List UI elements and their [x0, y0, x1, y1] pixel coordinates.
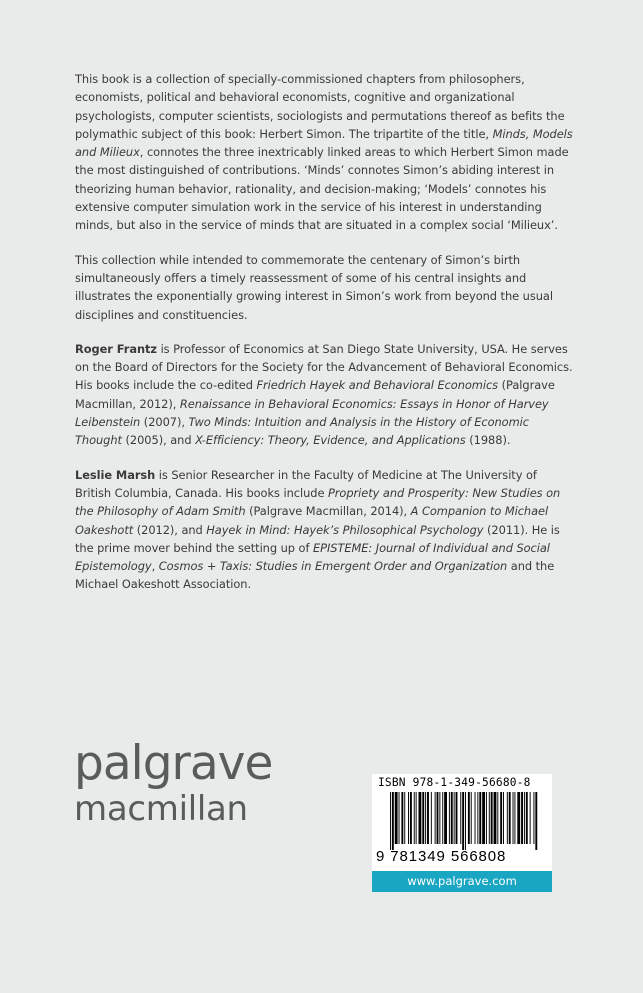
- barcode-bar: [399, 792, 400, 844]
- book-title: Renaissance in Behavioral Economics: Essays in Honor of Harvey Leibenstein: [75, 396, 549, 430]
- barcode-bar: [442, 792, 443, 844]
- barcode-bar: [425, 792, 426, 844]
- book-title: Hayek in Mind: Hayek’s Philosophical Psychology: [206, 522, 484, 537]
- blurb-paragraph-2: This collection while intended to commemorate the centenary of Simon’s birth simultaneously offers a timely reassessment of some of his central insights and illustrates the exponentially growing interest in Simon’s work from beyond the usual disciplines and constituencies.: [75, 252, 553, 322]
- barcode-bar: [491, 792, 493, 844]
- book-title: X-Efficiency: Theory, Evidence, and Applications: [195, 433, 466, 448]
- book-title: Two Minds: Intuition and Analysis in the History of Economic Thought: [75, 415, 529, 448]
- barcode-bar: [456, 792, 458, 844]
- barcode-bar: [414, 792, 415, 844]
- barcode-bars: [390, 792, 540, 850]
- journal-title: Cosmos + Taxis: Studies in Emergent Order and Organization: [158, 559, 508, 574]
- barcode-bar: [392, 792, 394, 850]
- barcode-bar: [419, 792, 422, 844]
- author-bio-marsh: [75, 466, 575, 594]
- logo-line-palgrave: palgrave: [74, 736, 273, 791]
- barcode-bar: [530, 792, 531, 844]
- bio-text: and the Michael Oakeshott Association.: [75, 559, 555, 592]
- blurb-text: This book is a collection of specially-commissioned chapters from philosophers, economists, political and behavioral economists, cognitive and organizational psychologists, computer scientists, sociologists and permutations thereof as befits the polymathic subject of this book: Herbert Simon. The tripartite of the title,: [75, 72, 565, 141]
- author-name: Leslie Marsh: [75, 467, 156, 482]
- publisher-logo: [74, 738, 272, 828]
- barcode-bar: [449, 792, 450, 844]
- barcode-digits: 9 781349 566808: [376, 848, 507, 865]
- author-bio-frantz: [75, 340, 575, 450]
- barcode-bar: [494, 792, 497, 844]
- barcode-bar: [410, 792, 412, 844]
- author-name: Roger Frantz: [75, 341, 157, 356]
- barcode-bar: [521, 792, 523, 844]
- barcode-bar: [460, 792, 461, 844]
- back-cover-copy: [75, 70, 575, 610]
- barcode-bar: [416, 792, 417, 844]
- barcode-bar: [404, 792, 405, 844]
- barcode-bar: [435, 792, 436, 844]
- barcode-bar: [489, 792, 490, 844]
- bio-text: (2007),: [140, 415, 189, 430]
- isbn-barcode: [372, 774, 552, 892]
- barcode-bar: [513, 792, 514, 844]
- barcode-bar: [468, 792, 470, 844]
- barcode-bar: [465, 792, 466, 850]
- barcode-bar: [535, 792, 537, 850]
- barcode-bar: [454, 792, 455, 844]
- bio-text: (2011). He is the prime mover behind the setting up of: [75, 522, 560, 555]
- barcode-bar: [431, 792, 432, 844]
- barcode-bar: [427, 792, 429, 844]
- barcode-bar: [526, 792, 528, 844]
- barcode-bar: [497, 792, 498, 844]
- blurb-text: , connotes the three inextricably linked areas to which Herbert Simon made the most distinguished of contributions. ‘Minds’ connotes Simon’s abiding interest in theorizing human behavior, rationality, and decision-making; ‘Models’ connotes his extensive computer simulation work in the service of his interest in understanding minds, but also in the service of minds that are situated in a complex social ‘Milieux’.: [75, 145, 569, 233]
- barcode-bar: [517, 792, 520, 844]
- barcode-bar: [503, 792, 504, 844]
- barcode-bar: [533, 792, 534, 844]
- journal-title: EPISTEME: Journal of Individual and Social Epistemology: [75, 540, 550, 574]
- barcode-bar: [509, 792, 511, 844]
- barcode-bar: [482, 792, 485, 844]
- bio-text: (Palgrave Macmillan, 2014),: [245, 504, 411, 519]
- barcode-bar: [439, 792, 440, 844]
- publisher-url: www.palgrave.com: [372, 871, 552, 892]
- bio-text: ,: [151, 559, 159, 574]
- barcode-bar: [471, 792, 472, 844]
- barcode-bar: [395, 792, 398, 844]
- barcode-bar: [462, 792, 464, 850]
- bio-text: (Palgrave Macmillan, 2012),: [75, 378, 555, 411]
- barcode-bar: [451, 792, 453, 844]
- bio-text: (2012), and: [133, 522, 207, 537]
- barcode-bar: [408, 792, 409, 844]
- blurb-paragraph-1: [75, 70, 575, 235]
- barcode-bar: [479, 792, 481, 844]
- book-title: Friedrich Hayek and Behavioral Economics: [256, 378, 499, 393]
- barcode-bar: [514, 792, 515, 844]
- barcode-bar: [444, 792, 447, 844]
- book-title: Propriety and Prosperity: New Studies on the Philosophy of Adam Smith: [75, 485, 561, 519]
- barcode-bar: [401, 792, 403, 844]
- book-title: A Companion to Michael Oakeshott: [75, 504, 549, 537]
- book-title: Minds, Models and Milieux: [75, 126, 573, 160]
- barcode-bar: [500, 792, 502, 844]
- isbn-label: ISBN 978-1-349-56680-8: [378, 776, 531, 789]
- barcode-bar: [437, 792, 439, 844]
- bio-text: (1988).: [465, 433, 511, 448]
- barcode-bar: [524, 792, 525, 844]
- bio-text: is Senior Researcher in the Faculty of Medicine at The University of British Columbia, Canada. His books include: [75, 467, 537, 500]
- barcode-bar: [477, 792, 478, 844]
- bio-text: (2005), and: [121, 433, 196, 448]
- barcode-bar: [390, 792, 391, 850]
- barcode-bar: [507, 792, 508, 844]
- barcode-bar: [475, 792, 476, 844]
- logo-line-macmillan: macmillan: [74, 789, 248, 829]
- bio-text: is Professor of Economics at San Diego State University, USA. He serves on the Board of Directors for the Society for the Advancement of Behavioral Economics. His books include the co-edited: [75, 341, 573, 393]
- barcode-bar: [422, 792, 424, 844]
- barcode-bar: [486, 792, 487, 844]
